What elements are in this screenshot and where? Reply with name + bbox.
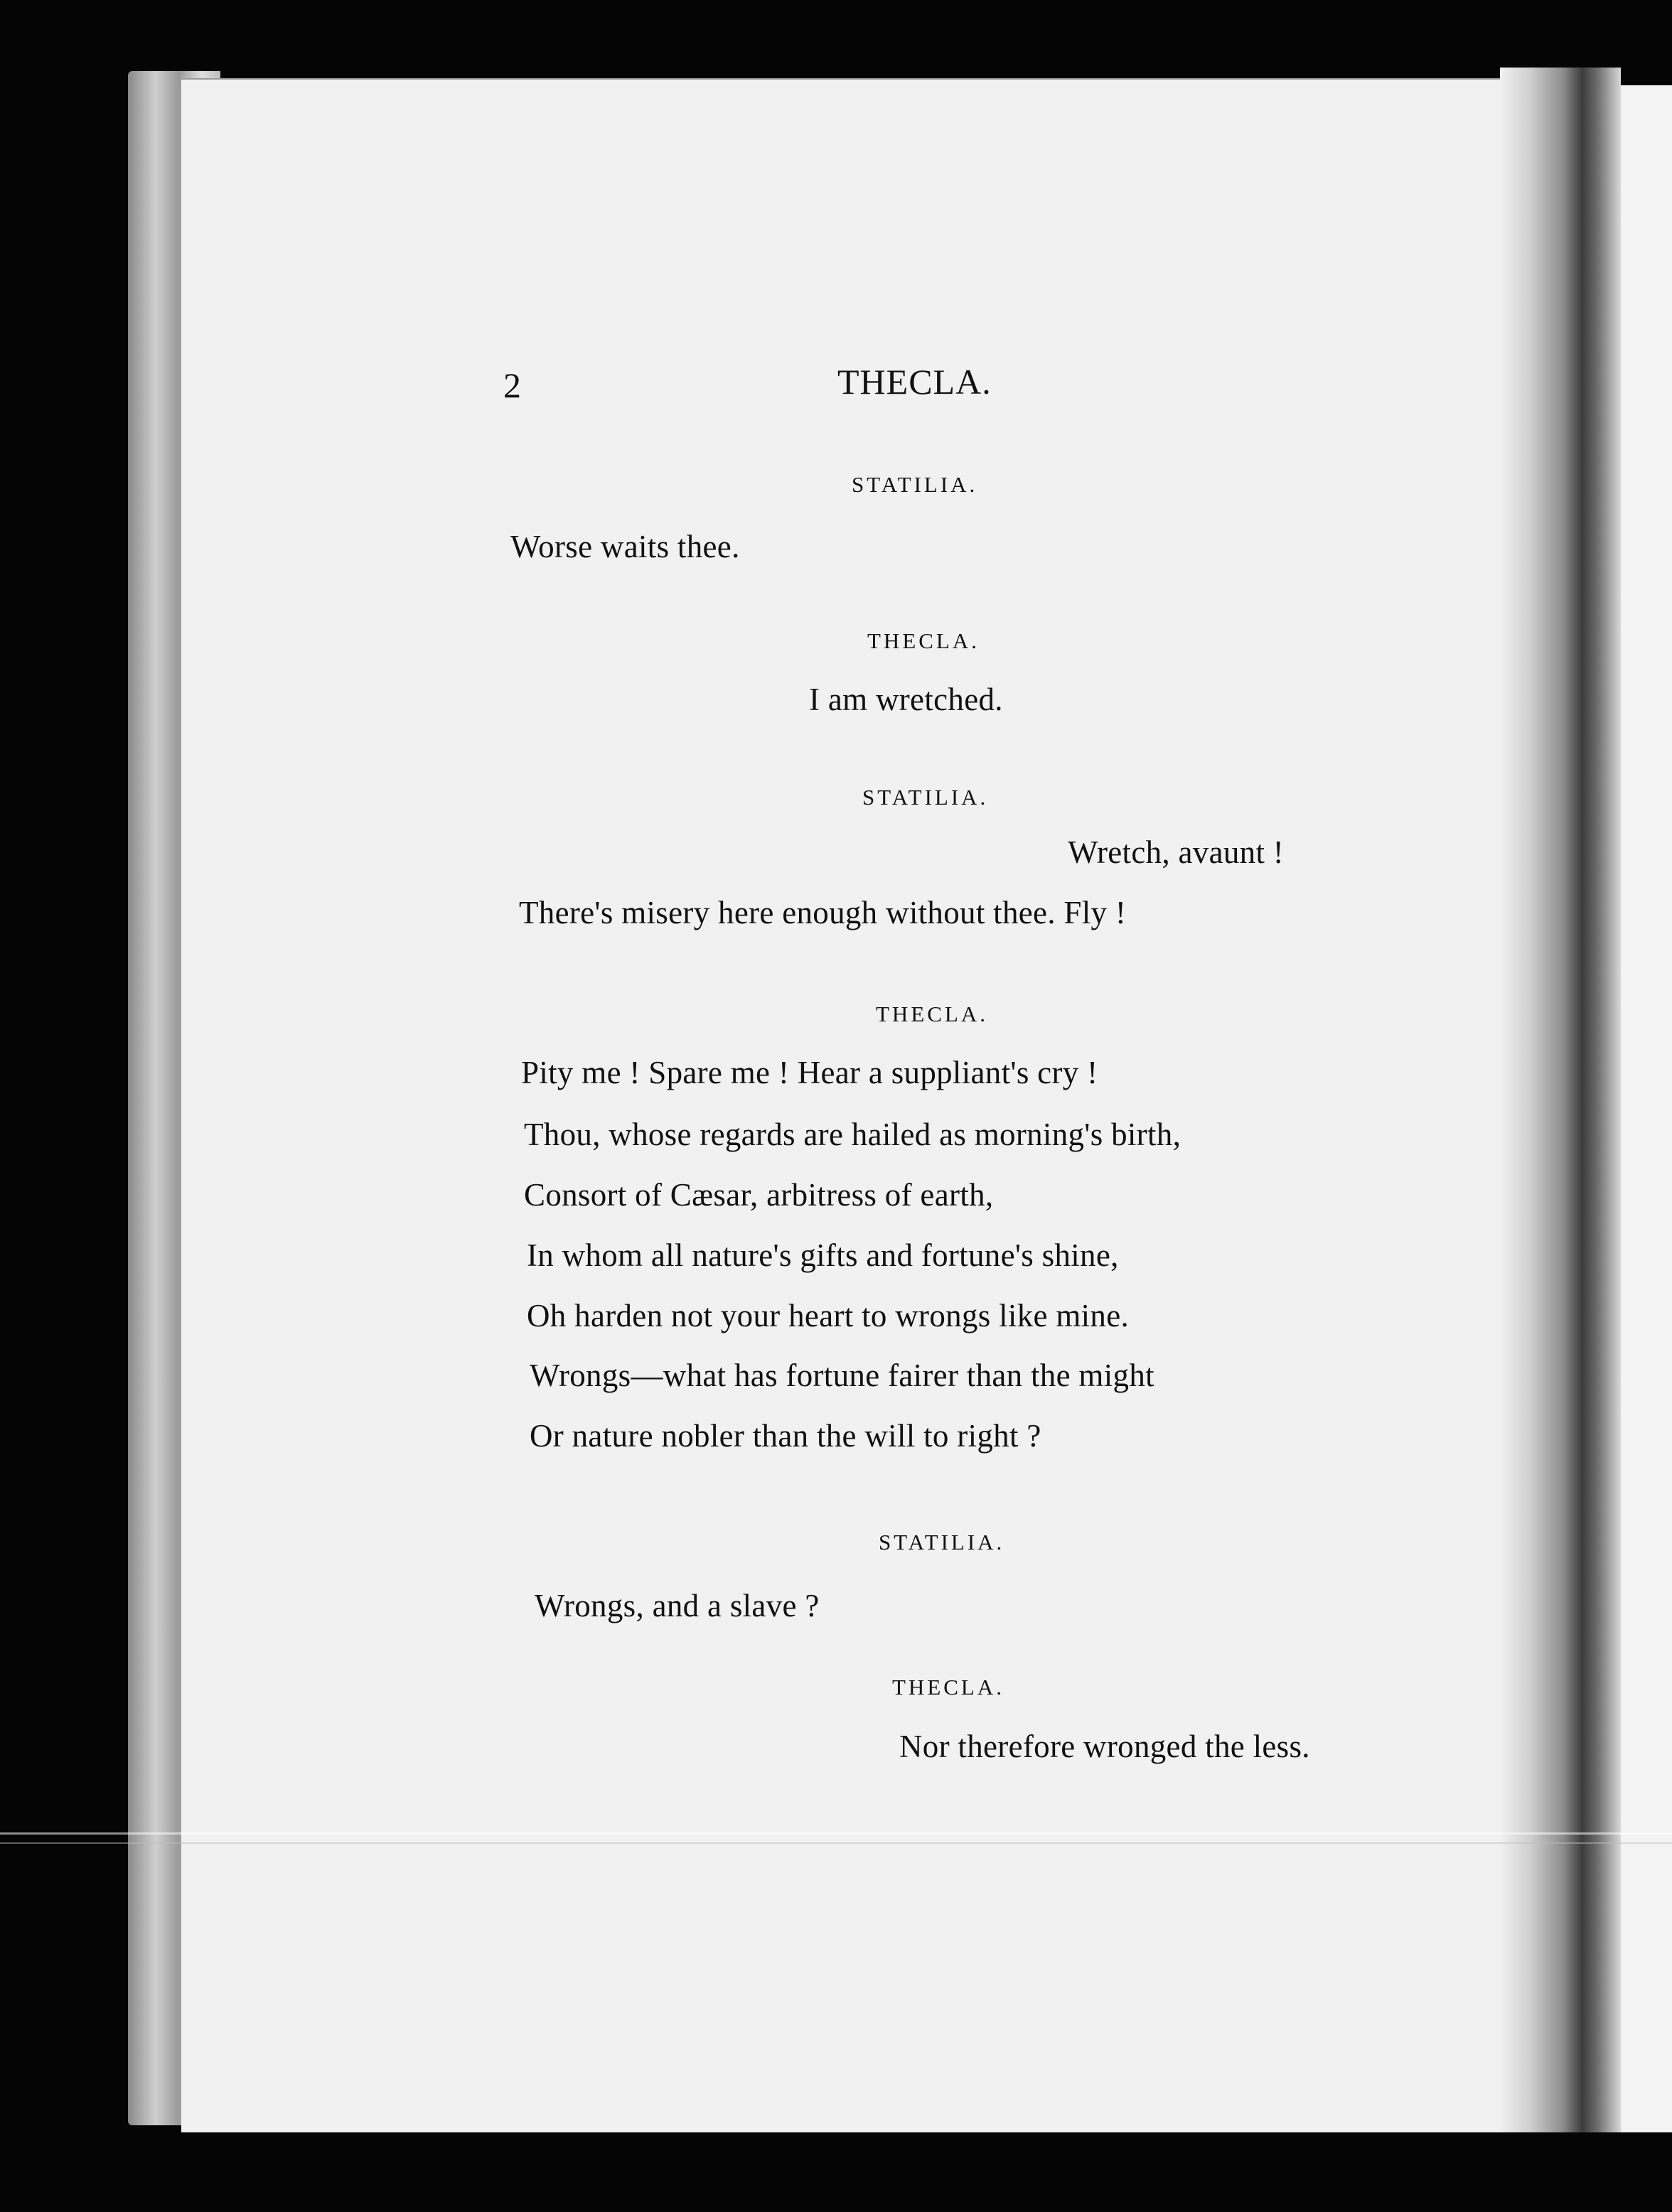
dialogue-line: Wrongs—what has fortune fairer than the might <box>530 1358 1154 1393</box>
book-gutter-shadow <box>1500 68 1621 2132</box>
dialogue-line: Worse waits thee. <box>510 529 740 564</box>
dialogue-line: I am wretched. <box>809 682 1003 717</box>
dialogue-line: In whom all nature's gifts and fortune's shine, <box>527 1237 1119 1273</box>
page-number: 2 <box>503 365 521 405</box>
dialogue-line: Or nature nobler than the will to right ? <box>530 1418 1041 1454</box>
scan-fold-line <box>0 1842 1672 1844</box>
next-page-edge <box>1621 85 1672 2132</box>
dialogue-line: Wretch, avaunt ! <box>1068 834 1285 870</box>
dialogue-line: Nor therefore wronged the less. <box>899 1729 1310 1764</box>
speaker-name: THECLA. <box>867 628 980 653</box>
speaker-name: STATILIA. <box>879 1530 1005 1555</box>
dialogue-line: Pity me ! Spare me ! Hear a suppliant's cry ! <box>521 1055 1098 1090</box>
scan-fold-line <box>0 1832 1672 1835</box>
dialogue-line: Oh harden not your heart to wrongs like mine. <box>527 1298 1130 1333</box>
dialogue-line: Wrongs, and a slave ? <box>535 1588 820 1623</box>
speaker-name: STATILIA. <box>852 472 978 497</box>
running-title: THECLA. <box>837 362 992 402</box>
speaker-name: THECLA. <box>892 1675 1005 1700</box>
speaker-name: STATILIA. <box>862 785 989 810</box>
dialogue-line: Consort of Cæsar, arbitress of earth, <box>524 1177 994 1213</box>
speaker-name: THECLA. <box>876 1002 989 1026</box>
dialogue-line: Thou, whose regards are hailed as morning's birth, <box>524 1117 1181 1152</box>
dialogue-line: There's misery here enough without thee. Fly ! <box>519 895 1127 930</box>
